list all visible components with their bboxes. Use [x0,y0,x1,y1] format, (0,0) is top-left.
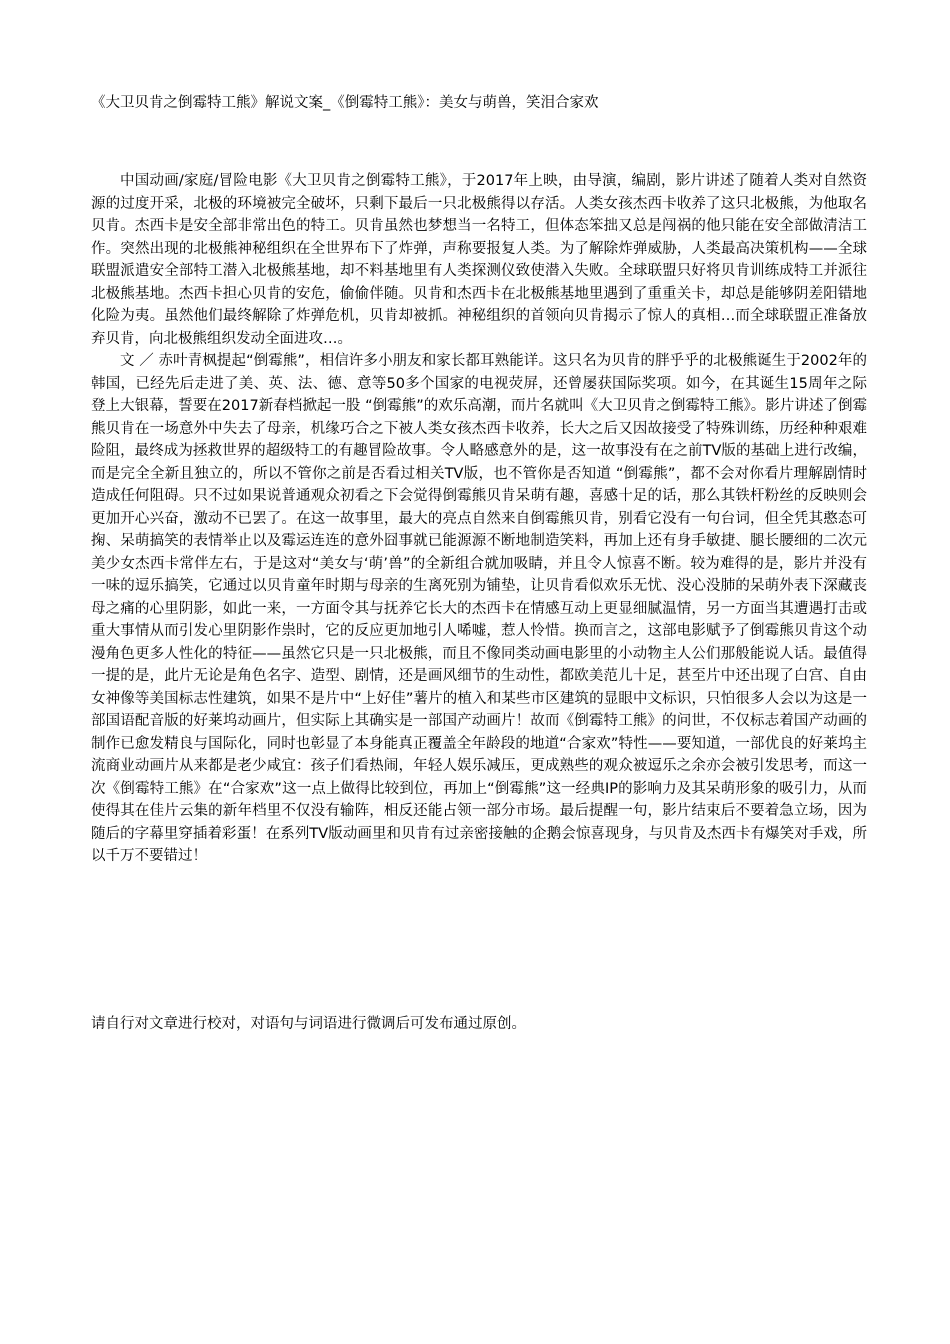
footer-note: 请自行对文章进行校对，对语句与词语进行微调后可发布通过原创。 [91,1016,526,1032]
synopsis-paragraph: 中国动画/家庭/冒险电影《大卫贝肯之倒霉特工熊》，于2017年上映，由导演，编剧，影片讲述了随着人类对自然资源的过度开采，北极的环境被完全破坏，只剩下最后一只北极熊得以存活。人类女孩杰西卡收养了这只北极熊，为他取名贝肯。杰西卡是安全部非常出色的特工。贝肯虽然也梦想当一名特工，但体态笨拙又总是闯祸的他只能在安全部做清洁工作。突然出现的北极熊神秘组织在全世界布下了炸弹，声称要报复人类。为了解除炸弹威胁，人类最高决策机构——全球联盟派遣安全部特工潜入北极熊基地，却不料基地里有人类探测仪致使潜入失败。全球联盟只好将贝肯训练成特工并派往北极熊基地。杰西卡担心贝肯的安危，偷偷伴随。贝肯和杰西卡在北极熊基地里遇到了重重关卡，却总是能够阴差阳错地化险为夷。虽然他们最终解除了炸弹危机，贝肯却被抓。神秘组织的首领向贝肯揭示了惊人的真相…而全球联盟正准备放弃贝肯，向北极熊组织发动全面进攻…。 [91,173,867,347]
document-title: 《大卫贝肯之倒霉特工熊》解说文案_《倒霉特工熊》：美女与萌兽，笑泪合家欢 [91,95,599,111]
review-paragraph: 文 ／ 赤叶青枫提起“倒霉熊”，相信许多小朋友和家长都耳熟能详。这只名为贝肯的胖乎乎的北极熊诞生于2002年的韩国，已经先后走进了美、英、法、德、意等50多个国家的电视荧屏，还曾屡获国际奖项。如今，在其诞生15周年之际登上大银幕，誓要在2017新春档掀起一股 “倒霉熊”的欢乐高潮，而片名就叫《大卫贝肯之倒霉特工熊》。影片讲述了倒霉熊贝肯在一场意外中失去了母亲，机缘巧合之下被人类女孩杰西卡收养，长大之后又因故接受了特殊训练，历经种种艰难险阻，最终成为拯救世界的超级特工的有趣冒险故事。令人略感意外的是，这一故事没有在之前TV版的基础上进行改编，而是完全全新且独立的，所以不管你之前是否看过相关TV版，也不管你是否知道 “倒霉熊”，都不会对你看片理解剧情时造成任何阻碍。只不过如果说普通观众初看之下会觉得倒霉熊贝肯呆萌有趣，喜感十足的话，那么其铁杆粉丝的反映则会更加开心兴奋，激动不已罢了。在这一故事里，最大的亮点自然来自倒霉熊贝肯，别看它没有一句台词，但全凭其憨态可掬、呆萌搞笑的表情举止以及霉运连连的意外囧事就已能源源不断地制造笑料，再加上还有身手敏捷、腿长腰细的二次元美少女杰西卡常伴左右，于是这对“美女与‘萌’兽”的全新组合就加吸睛，并且令人惊喜不断。较为难得的是，影片并没有一味的逗乐搞笑，它通过以贝肯童年时期与母亲的生离死别为铺垫，让贝肯看似欢乐无忧、没心没肺的呆萌外表下深藏丧母之痛的心里阴影，如此一来，一方面令其与抚养它长大的杰西卡在情感互动上更显细腻温情，另一方面当其遭遇打击或重大事情从而引发心里阴影作祟时，它的反应更加地引人唏嘘，惹人怜惜。换而言之，这部电影赋予了倒霉熊贝肯这个动漫角色更多人性化的特征——虽然它只是一只北极熊，而且不像同类动画电影里的小动物主人公们那般能说人话。最值得一提的是，此片无论是角色名字、造型、剧情，还是画风细节的生动性，都欧美范儿十足，甚至片中还出现了白宫、自由女神像等美国标志性建筑，如果不是片中“上好佳”薯片的植入和某些市区建筑的显眼中文标识，只怕很多人会以为这是一部国语配音版的好莱坞动画片，但实际上其确实是一部国产动画片！故而《倒霉特工熊》的问世，不仅标志着国产动画的制作已愈发精良与国际化，同时也彰显了本身能真正覆盖全年龄段的地道“合家欢”特性——要知道，一部优良的好莱坞主流商业动画片从来都是老少咸宜：孩子们看热闹，年轻人娱乐减压，更成熟些的观众被逗乐之余亦会被引发思考，而这一次《倒霉特工熊》在“合家欢”这一点上做得比较到位，再加上“倒霉熊”这一经典IP的影响力及其呆萌形象的吸引力，从而使得其在佳片云集的新年档里不仅没有输阵，相反还能占领一部分市场。最后提醒一句，影片结束后不要着急立场，因为随后的字幕里穿插着彩蛋！在系列TV版动画里和贝肯有过亲密接触的企鹅会惊喜现身，与贝肯及杰西卡有爆笑对手戏，所以千万不要错过！ [91,353,867,864]
document-body [91,170,867,868]
